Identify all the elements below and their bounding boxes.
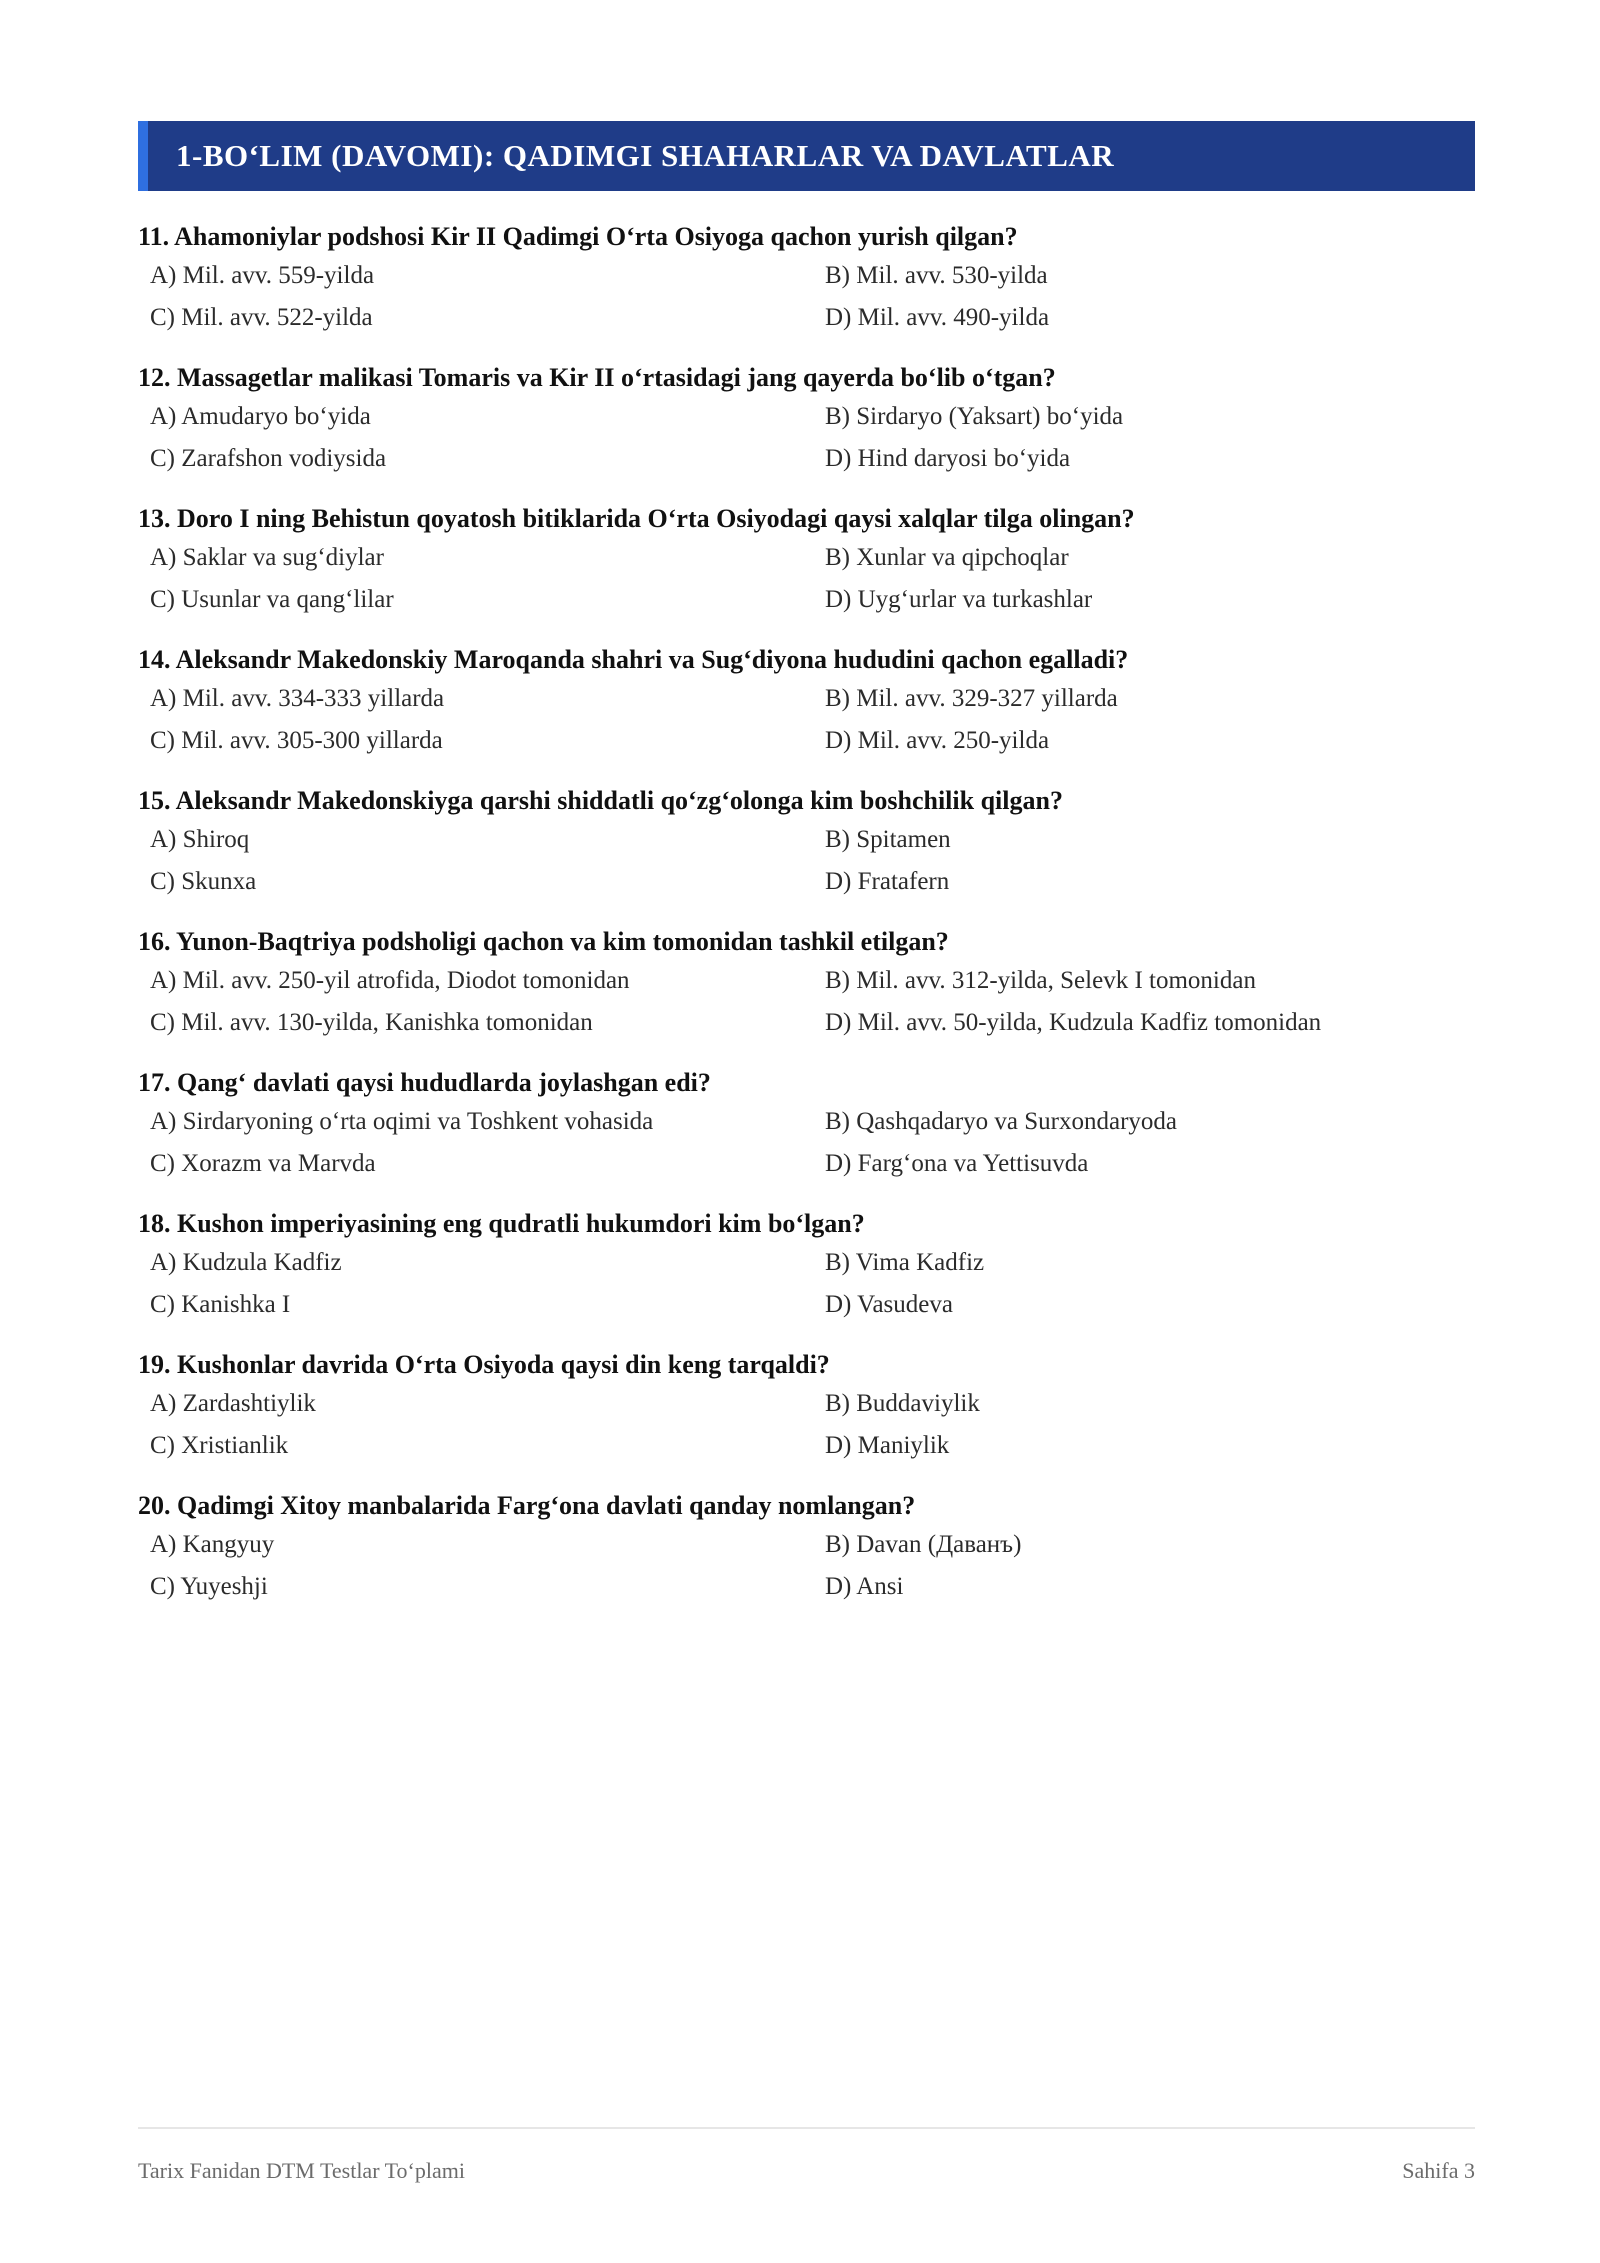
option-b: B) Mil. avv. 530-yilda [825,262,1048,289]
option-d: D) Uyg‘urlar va turkashlar [825,586,1093,613]
answer-options [138,537,1475,621]
option-d: D) Maniylik [825,1432,950,1459]
option-c: C) Skunxa [150,868,257,895]
option-a: A) Zardashtiylik [150,1390,316,1417]
question-text: 18. Kushon imperiyasining eng qudratli hukumdori kim bo‘lgan? [138,1209,865,1238]
option-c: C) Mil. avv. 305-300 yillarda [150,727,443,754]
option-c: C) Usunlar va qang‘lilar [150,586,394,613]
option-b: B) Qashqadaryo va Surxondaryoda [825,1108,1177,1135]
option-a: A) Amudaryo bo‘yida [150,403,371,430]
option-a: A) Sirdaryoning o‘rta oqimi va Toshkent vohasida [150,1108,654,1135]
question-15 [138,783,1475,903]
question-text: 17. Qang‘ davlati qaysi hududlarda joylashgan edi? [138,1068,711,1097]
option-c: C) Zarafshon vodiysida [150,445,387,472]
option-d: D) Mil. avv. 50-yilda, Kudzula Kadfiz tomonidan [825,1009,1322,1036]
option-d: D) Fratafern [825,868,950,895]
section-title: 1-BO‘LIM (DAVOMI): QADIMGI SHAHARLAR VA DAVLATLAR [176,138,1115,173]
option-b: B) Spitamen [825,826,951,853]
question-text: 12. Massagetlar malikasi Tomaris va Kir II o‘rtasidagi jang qayerda bo‘lib o‘tgan? [138,363,1056,392]
answer-options [138,819,1475,903]
option-b: B) Xunlar va qipchoqlar [825,544,1069,571]
footer-title: Tarix Fanidan DTM Testlar To‘plami [138,2158,465,2183]
option-a: A) Kudzula Kadfiz [150,1249,342,1276]
question-list [138,219,1475,1608]
question-text: 20. Qadimgi Xitoy manbalarida Farg‘ona davlati qanday nomlangan? [138,1491,916,1520]
option-a: A) Kangyuy [150,1531,275,1558]
option-b: B) Mil. avv. 312-yilda, Selevk I tomonidan [825,967,1256,994]
option-d: D) Vasudeva [825,1291,953,1318]
option-c: C) Mil. avv. 522-yilda [150,304,373,331]
option-d: D) Mil. avv. 490-yilda [825,304,1050,331]
answer-options [138,1383,1475,1467]
option-c: C) Xristianlik [150,1432,289,1459]
option-d: D) Mil. avv. 250-yilda [825,727,1050,754]
question-text: 19. Kushonlar davrida O‘rta Osiyoda qaysi din keng tarqaldi? [138,1350,830,1379]
option-a: A) Mil. avv. 559-yilda [150,262,375,289]
question-text: 14. Aleksandr Makedonskiy Maroqanda shahri va Sug‘diyona hududini qachon egalladi? [138,645,1129,674]
option-d: D) Hind daryosi bo‘yida [825,445,1071,472]
answer-options [138,1242,1475,1326]
option-b: B) Vima Kadfiz [825,1249,985,1276]
section-header [138,121,1475,191]
answer-options [138,960,1475,1044]
footer-divider [138,2127,1475,2129]
option-d: D) Ansi [825,1573,904,1600]
question-text: 13. Doro I ning Behistun qoyatosh bitiklarida O‘rta Osiyodagi qaysi xalqlar tilga olingan? [138,504,1135,533]
question-17 [138,1065,1475,1185]
option-a: A) Shiroq [150,826,250,853]
question-12 [138,360,1475,480]
option-c: C) Kanishka I [150,1291,291,1318]
answer-options [138,396,1475,480]
option-c: C) Mil. avv. 130-yilda, Kanishka tomonidan [150,1009,593,1036]
option-b: B) Davan (Даванъ) [825,1531,1022,1558]
option-b: B) Sirdaryo (Yaksart) bo‘yida [825,403,1124,430]
question-text: 16. Yunon-Baqtriya podsholigi qachon va kim tomonidan tashkil etilgan? [138,927,949,956]
question-19 [138,1347,1475,1467]
answer-options [138,1101,1475,1185]
question-16 [138,924,1475,1044]
question-20 [138,1488,1475,1608]
question-18 [138,1206,1475,1326]
page-content [138,121,1475,1629]
option-a: A) Mil. avv. 250-yil atrofida, Diodot tomonidan [150,967,630,994]
question-11 [138,219,1475,339]
option-a: A) Saklar va sug‘diylar [150,544,384,571]
option-a: A) Mil. avv. 334-333 yillarda [150,685,445,712]
question-text: 11. Ahamoniylar podshosi Kir II Qadimgi O‘rta Osiyoga qachon yurish qilgan? [138,222,1018,251]
question-13 [138,501,1475,621]
option-b: B) Buddaviylik [825,1390,980,1417]
question-text: 15. Aleksandr Makedonskiyga qarshi shiddatli qo‘zg‘olonga kim boshchilik qilgan? [138,786,1063,815]
option-c: C) Yuyeshji [150,1573,268,1600]
page-number: Sahifa 3 [1402,2158,1475,2183]
question-14 [138,642,1475,762]
answer-options [138,255,1475,339]
option-b: B) Mil. avv. 329-327 yillarda [825,685,1118,712]
option-d: D) Farg‘ona va Yettisuvda [825,1150,1089,1177]
answer-options [138,1524,1475,1608]
answer-options [138,678,1475,762]
option-c: C) Xorazm va Marvda [150,1150,376,1177]
